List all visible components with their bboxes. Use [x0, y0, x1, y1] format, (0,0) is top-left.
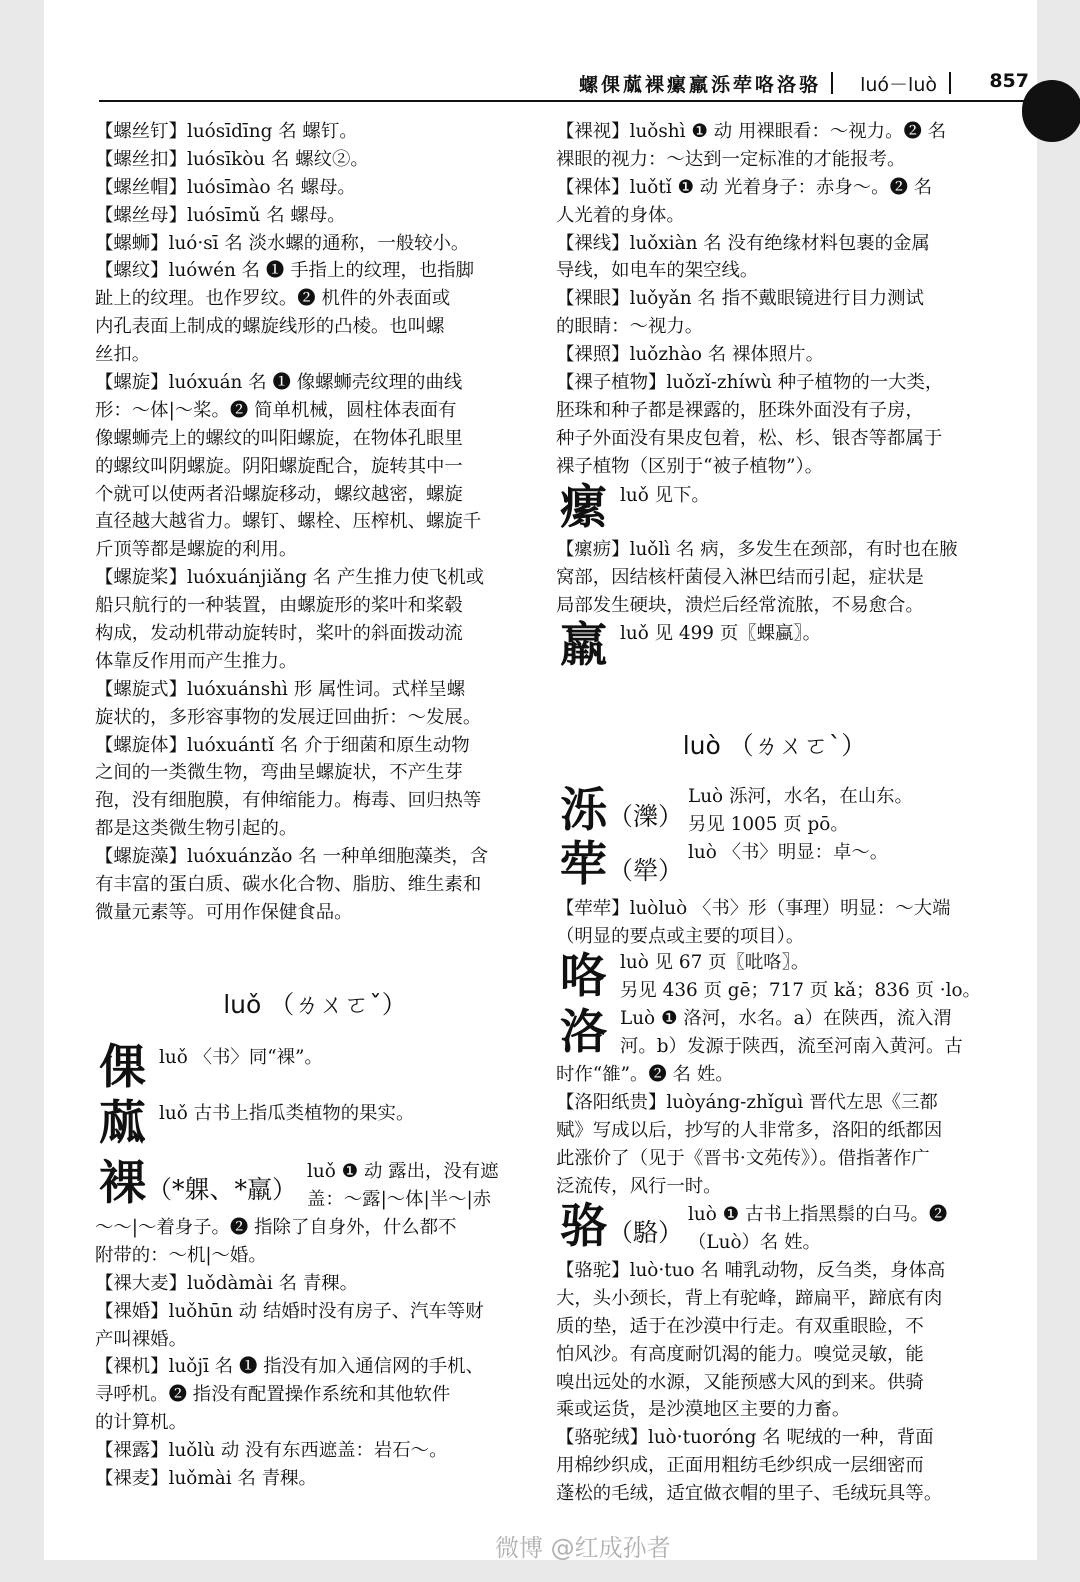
headword-definition: luǒ 古书上指瓜类植物的果实。 [159, 1103, 415, 1124]
entry-line: 【螺丝扣】luósīkòu 名 螺纹②。 [95, 148, 369, 170]
entry-line: 【裸子植物】luǒzǐ-zhíwù 种子植物的一大类， [556, 372, 944, 394]
entry-line: 大，头小颈长，背上有驼峰，蹄扁平，蹄底有肉 [556, 1287, 943, 1309]
entry-line: 嗅出远处的水源，又能预感大风的到来。供骑 [556, 1371, 924, 1393]
entry-line: 【裸婚】luǒhūn 动 结婚时没有房子、汽车等财 [95, 1300, 484, 1322]
headword-definition: （Luò）名 姓。 [688, 1232, 821, 1253]
entry-line: 船只航行的一种装置，由螺旋形的桨叶和桨毂 [95, 595, 463, 617]
entry-line: 种子外面没有果皮包着，松、杉、银杏等都属于 [556, 427, 943, 449]
headword-definition: luǒ 〈书〉同“裸”。 [159, 1047, 323, 1068]
header-pinyin-range: luó－luò [860, 74, 937, 96]
headword-variant: （駱） [608, 1218, 684, 1247]
headword-definition: 盖：～露|～体|半～|赤 [307, 1189, 492, 1210]
header-divider [831, 72, 833, 94]
entry-line: 微量元素等。可用作保健食品。 [95, 901, 353, 923]
right-mid-block [556, 480, 993, 673]
headword-char: 羸 [560, 618, 607, 673]
entry-line: 【裸露】luǒlù 动 没有东西遮盖：岩石～。 [95, 1440, 448, 1462]
entry-line: 蓬松的毛绒，适宜做衣帽的里子、毛绒玩具等。 [556, 1483, 943, 1505]
entry-line: 【裸视】luǒshì ❶ 动 用裸眼看：～视力。❷ 名 [556, 121, 947, 142]
right-column [556, 118, 993, 481]
entry-line: 怕风沙。有高度耐饥渴的能力。嗅觉灵敏，能 [556, 1343, 924, 1365]
entry-line: 【螺旋桨】luóxuánjiǎng 名 产生推力使飞机或 [95, 567, 485, 589]
page-header [99, 64, 1029, 102]
entry-line: 质的垫，适于在沙漠中行走。有双重眼睑，不 [556, 1315, 924, 1337]
entry-line: 【螺纹】luówén 名 ❶ 手指上的纹理，也指脚 [95, 260, 475, 282]
header-divider [949, 72, 951, 94]
entry-line: 人光着的身体。 [556, 204, 685, 226]
headword-char: 蓏 [99, 1096, 146, 1151]
entry-line: 【螺丝母】luósīmǔ 名 螺母。 [95, 204, 346, 226]
headword-char: 咯 [560, 949, 607, 1004]
entry-line: （明显的要点或主要的项目）。 [556, 925, 805, 947]
entry-line: 之间的一类微生物，弯曲呈螺旋状，不产生芽 [95, 762, 463, 784]
entry-line: 裸子植物（区别于“被子植物”）。 [556, 455, 824, 477]
entry-line: 产叫裸婚。 [95, 1328, 187, 1350]
entry-line: 的眼睛：～视力。 [556, 316, 704, 338]
headword-definition: luǒ 见下。 [620, 485, 710, 506]
entry-line: 此涨价了（见于《晋书·文苑传》）。借指著作广 [556, 1147, 930, 1169]
entry-line: 有丰富的蛋白质、碳水化合物、脂肪、维生素和 [95, 874, 482, 896]
header-guide-chars: 螺倮蓏裸瘰羸泺荦咯洛骆 [578, 74, 821, 96]
right-lower-block [556, 783, 993, 1523]
headword-char: 倮 [99, 1040, 146, 1095]
headword-definition: luò 〈书〉明显：卓～。 [688, 842, 889, 863]
entry-line: 【螺丝帽】luósīmào 名 螺母。 [95, 176, 356, 198]
section-heading-luo4: luò （ㄌㄨㄛˋ） [682, 731, 867, 760]
headword-char: 荦 [560, 837, 607, 892]
headword-definition: Luò ❶ 洛河，水名。a）在陕西，流入渭 [620, 1008, 952, 1029]
thumb-index-tab [1022, 80, 1080, 142]
entry-line: 【裸大麦】luǒdàmài 名 青稞。 [95, 1272, 359, 1294]
entry-line: 时作“雒”。❷ 名 姓。 [556, 1064, 734, 1085]
entry-line: 【螺旋式】luóxuánshì 形 属性词。式样呈螺 [95, 678, 466, 700]
entry-line: 【螺旋体】luóxuántǐ 名 介于细菌和原生动物 [95, 734, 470, 756]
headword-char: 骆 [560, 1199, 607, 1254]
entry-line: 都是这类微生物引起的。 [95, 818, 298, 840]
headword-variant: （犖） [608, 856, 684, 885]
entry-line: 【螺丝钉】luósīdīng 名 螺钉。 [95, 121, 358, 142]
entry-line: 【螺旋】luóxuán 名 ❶ 像螺蛳壳纹理的曲线 [95, 372, 463, 394]
entry-line: 【骆驼绒】luò·tuoróng 名 呢绒的一种，背面 [556, 1427, 934, 1449]
entry-line: 【螺蛳】luó·sī 名 淡水螺的通称，一般较小。 [95, 232, 470, 254]
page-number: 857 [989, 70, 1029, 92]
entry-line: 【裸眼】luǒyǎn 名 指不戴眼镜进行目力测试 [556, 288, 924, 310]
entry-line: 【裸照】luǒzhào 名 裸体照片。 [556, 344, 824, 366]
left-lower-block [95, 1040, 535, 1490]
entry-line: 【裸体】luǒtǐ ❶ 动 光着身子：赤身～。❷ 名 [556, 176, 933, 198]
entry-line: 斤顶等都是螺旋的利用。 [95, 539, 298, 561]
headword-definition: luǒ ❶ 动 露出，没有遮 [307, 1161, 499, 1182]
entry-line: 赋》写成以后，抄写的人非常多，洛阳的纸都因 [556, 1119, 943, 1141]
dictionary-page [44, 0, 1037, 1560]
left-column [95, 118, 535, 927]
headword-variant: （濼） [608, 802, 684, 831]
entry-line: 像螺蛳壳上的螺纹的叫阳螺旋，在物体孔眼里 [95, 427, 463, 449]
entry-line: 形：～体|～桨。❷ 简单机械，圆柱体表面有 [95, 399, 457, 421]
headword-definition: luò 见 67 页〖吡咯〗。 [620, 952, 810, 973]
entry-line: 直径越大越省力。螺钉、螺栓、压榨机、螺旋千 [95, 511, 482, 533]
headword-char: 洛 [560, 1005, 607, 1060]
section-heading-luo3: luǒ （ㄌㄨㄛˇ） [223, 990, 407, 1019]
entry-line: 寻呼机。❷ 指没有配置操作系统和其他软件 [95, 1384, 451, 1406]
entry-line: 【裸机】luǒjī 名 ❶ 指没有加入通信网的手机、 [95, 1356, 484, 1378]
entry-line: 泛流传，风行一时。 [556, 1175, 722, 1197]
headword-definition: 另见 1005 页 pō。 [688, 814, 849, 835]
entry-line: 窝部，因结核杆菌侵入淋巴结而引起，症状是 [556, 566, 924, 588]
entry-line: 【螺旋藻】luóxuánzǎo 名 一种单细胞藻类，含 [95, 846, 489, 868]
entry-line: 趾上的纹理。也作罗纹。❷ 机件的外表面或 [95, 288, 451, 310]
entry-line: 【裸线】luǒxiàn 名 没有绝缘材料包裹的金属 [556, 232, 930, 254]
entry-line: 附带的：～机|～婚。 [95, 1244, 267, 1266]
headword-definition: 另见 436 页 gē；717 页 kǎ；836 页 ·lo。 [620, 980, 981, 1001]
entry-line: 个就可以使两者沿螺旋移动，螺纹越密，螺旋 [95, 483, 463, 505]
headword-definition: luǒ 见 499 页〖蜾蠃〗。 [620, 623, 821, 644]
entry-line: 旋状的，多形容事物的发展迂回曲折：～发展。 [95, 706, 482, 728]
entry-line: 孢，没有细胞膜，有伸缩能力。梅毒、回归热等 [95, 790, 482, 812]
entry-line: 乘或运货，是沙漠地区主要的力畜。 [556, 1399, 851, 1421]
entry-line: 丝扣。 [95, 344, 151, 366]
headword-definition: 河。b）发源于陕西，流至河南入黄河。古 [620, 1036, 963, 1057]
watermark: 微博 @红成孙者 [495, 1534, 671, 1562]
entry-line: 用棉纱织成，正面用粗纺毛纱织成一层细密而 [556, 1455, 924, 1477]
entry-line: 【裸麦】luǒmài 名 青稞。 [95, 1468, 317, 1490]
entry-line: 导线，如电车的架空线。 [556, 260, 759, 282]
entry-line: 局部发生硬块，溃烂后经常流脓，不易愈合。 [556, 594, 924, 616]
entry-line: 【荦荦】luòluò 〈书〉形（事理）明显：～大端 [556, 898, 951, 919]
entry-line: ～～|～着身子。❷ 指除了自身外，什么都不 [95, 1217, 457, 1238]
entry-line: 【洛阳纸贵】luòyáng-zhǐguì 晋代左思《三都 [556, 1091, 938, 1113]
entry-line: 体靠反作用而产生推力。 [95, 650, 298, 672]
entry-line: 的计算机。 [95, 1412, 187, 1434]
headword-char: 泺 [560, 783, 607, 838]
headword-variant: （*躶、*羸） [147, 1175, 298, 1204]
entry-line: 裸眼的视力：～达到一定标准的才能报考。 [556, 148, 906, 170]
entry-line: 内孔表面上制成的螺旋线形的凸棱。也叫螺 [95, 316, 445, 338]
entry-line: 【瘰疬】luǒlì 名 病，多发生在颈部，有时也在腋 [556, 539, 958, 560]
headword-char: 瘰 [560, 480, 607, 535]
entry-line: 【骆驼】luò·tuo 名 哺乳动物，反刍类，身体高 [556, 1260, 946, 1281]
headword-definition: Luò 泺河，水名，在山东。 [688, 786, 913, 807]
entry-line: 构成，发动机带动旋转时，桨叶的斜面拨动流 [95, 623, 463, 645]
headword-definition: luò ❶ 古书上指黑鬃的白马。❷ [688, 1204, 948, 1225]
entry-line: 胚珠和种子都是裸露的，胚珠外面没有子房， [556, 399, 924, 421]
headword-char: 裸 [99, 1156, 146, 1211]
entry-line: 的螺纹叫阴螺旋。阴阳螺旋配合，旋转其中一 [95, 455, 463, 477]
